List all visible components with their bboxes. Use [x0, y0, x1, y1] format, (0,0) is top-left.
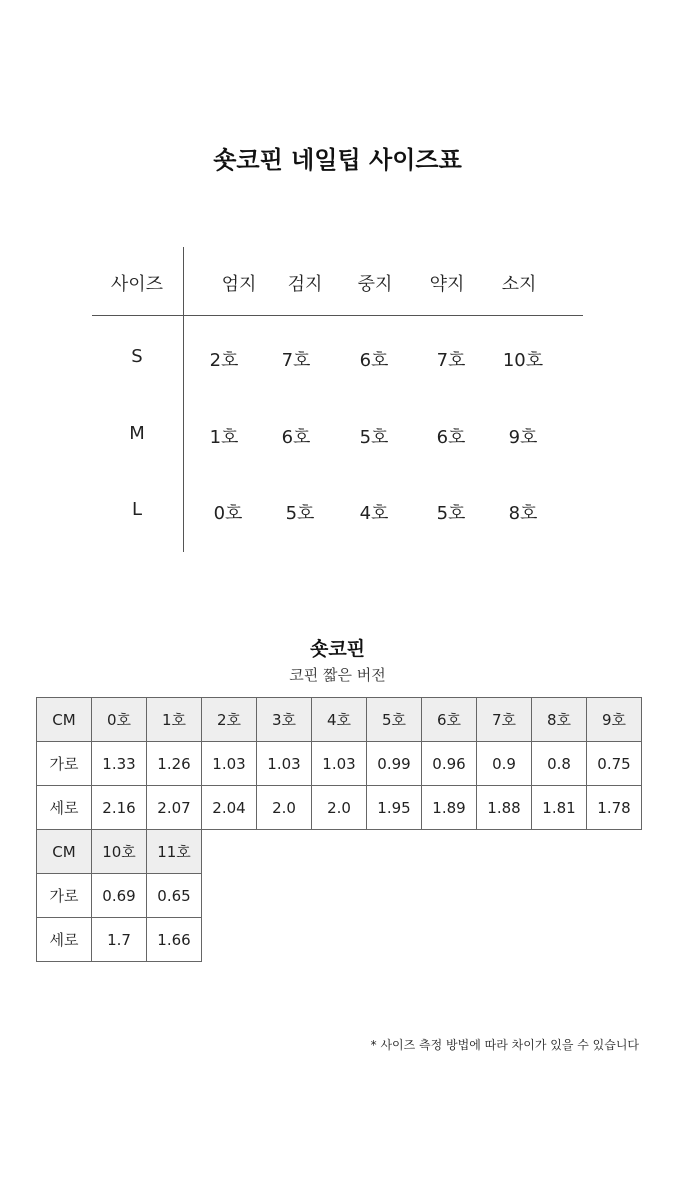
size-label-l: L — [131, 499, 143, 520]
header-cell: 8호 — [532, 698, 587, 742]
table-row-length — [37, 786, 642, 830]
table-row-header — [37, 698, 642, 742]
header-cell: 3호 — [257, 698, 312, 742]
table-cell: 0.8 — [532, 742, 587, 786]
page-title: 숏코핀 네일팁 사이즈표 — [213, 146, 462, 174]
size-label-s: S — [131, 346, 143, 367]
section-caption: 코핀 짧은 버전 — [289, 666, 386, 684]
row-label: 가로 — [37, 874, 92, 918]
table-cell: 0.65 — [147, 874, 202, 918]
table-cell: 1.03 — [202, 742, 257, 786]
measurement-table-extra — [36, 829, 202, 962]
header-cell: 0호 — [92, 698, 147, 742]
table-cell: 1.81 — [532, 786, 587, 830]
table-cell: 0.9 — [477, 742, 532, 786]
table-cell: 1.78 — [587, 786, 642, 830]
section-title: 숏코핀 — [309, 638, 366, 660]
footnote: * 사이즈 측정 방법에 따라 차이가 있을 수 있습니다 — [370, 1038, 639, 1052]
size-value: 6호 — [281, 427, 311, 448]
header-cell: 1호 — [147, 698, 202, 742]
finger-header-pinky: 소지 — [501, 274, 537, 295]
finger-header-ring: 약지 — [429, 274, 465, 295]
table-divider-horizontal — [92, 315, 583, 316]
size-value: 10호 — [502, 350, 544, 371]
header-cell: 2호 — [202, 698, 257, 742]
table-cell: 1.95 — [367, 786, 422, 830]
table-row-length — [37, 918, 202, 962]
table-cell: 1.03 — [312, 742, 367, 786]
header-cell: 10호 — [92, 830, 147, 874]
table-row-width — [37, 742, 642, 786]
size-value: 0호 — [213, 503, 243, 524]
table-cell: 1.66 — [147, 918, 202, 962]
measurement-table-main — [36, 697, 642, 830]
table-cell: 2.0 — [312, 786, 367, 830]
header-cell: CM — [37, 830, 92, 874]
table-row-header — [37, 830, 202, 874]
row-label: 세로 — [37, 786, 92, 830]
finger-header-middle: 중지 — [357, 274, 393, 295]
row-label: 가로 — [37, 742, 92, 786]
table-cell: 1.26 — [147, 742, 202, 786]
finger-header-index: 검지 — [287, 274, 323, 295]
row-label: 세로 — [37, 918, 92, 962]
size-value: 8호 — [508, 503, 538, 524]
table-cell: 2.07 — [147, 786, 202, 830]
table-cell: 1.03 — [257, 742, 312, 786]
size-value: 7호 — [436, 350, 466, 371]
header-cell: 4호 — [312, 698, 367, 742]
table-cell: 0.96 — [422, 742, 477, 786]
size-value: 1호 — [209, 427, 239, 448]
size-header-label: 사이즈 — [110, 274, 164, 295]
size-value: 2호 — [209, 350, 239, 371]
table-cell: 0.99 — [367, 742, 422, 786]
table-cell: 2.0 — [257, 786, 312, 830]
table-row-width — [37, 874, 202, 918]
header-cell: 6호 — [422, 698, 477, 742]
size-label-m: M — [129, 423, 145, 444]
header-cell: 5호 — [367, 698, 422, 742]
table-cell: 1.88 — [477, 786, 532, 830]
size-value: 5호 — [359, 427, 389, 448]
size-value: 6호 — [359, 350, 389, 371]
size-value: 6호 — [436, 427, 466, 448]
table-cell: 1.7 — [92, 918, 147, 962]
header-cell: CM — [37, 698, 92, 742]
table-cell: 2.16 — [92, 786, 147, 830]
header-cell: 7호 — [477, 698, 532, 742]
finger-header-thumb: 엄지 — [221, 274, 257, 295]
size-value: 5호 — [436, 503, 466, 524]
size-value: 7호 — [281, 350, 311, 371]
header-cell: 9호 — [587, 698, 642, 742]
size-value: 4호 — [359, 503, 389, 524]
size-value: 9호 — [508, 427, 538, 448]
table-cell: 1.33 — [92, 742, 147, 786]
header-cell: 11호 — [147, 830, 202, 874]
table-cell: 2.04 — [202, 786, 257, 830]
size-value: 5호 — [285, 503, 315, 524]
table-cell: 0.75 — [587, 742, 642, 786]
table-cell: 0.69 — [92, 874, 147, 918]
table-cell: 1.89 — [422, 786, 477, 830]
